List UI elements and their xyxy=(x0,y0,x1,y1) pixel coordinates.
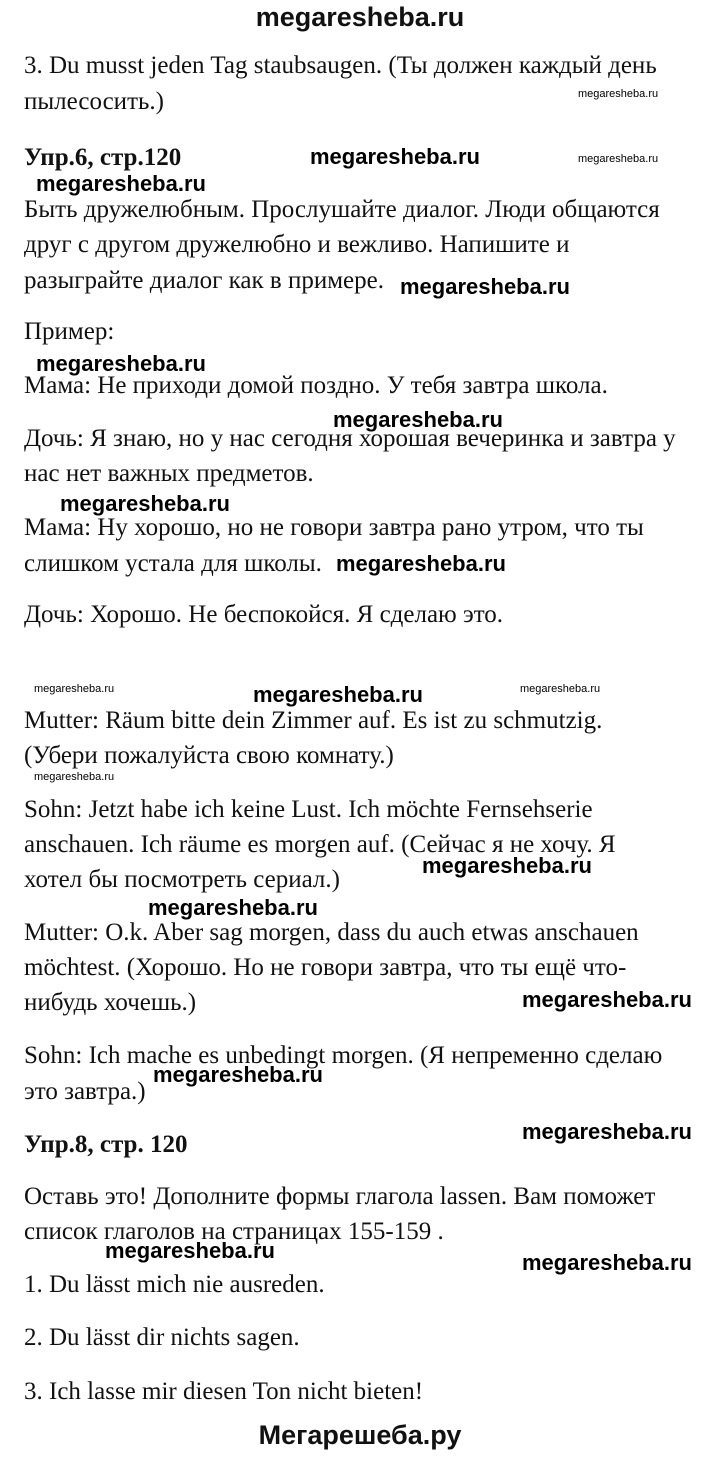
watermark: megaresheba.ru xyxy=(522,1119,692,1144)
watermark: megaresheba.ru xyxy=(422,853,592,878)
watermark: megaresheba.ru xyxy=(522,1250,692,1275)
dialogue-line: слишком устала для школы. xyxy=(24,550,322,577)
dialogue-line: Мама: Ну хорошо, но не говори завтра рано утром, что ты xyxy=(24,514,644,541)
watermark: megaresheba.ru xyxy=(60,491,230,516)
exercise-8-title: Упр.8, стр. 120 xyxy=(24,1131,188,1158)
watermark: megaresheba.ru xyxy=(333,407,503,432)
watermark: megaresheba.ru xyxy=(105,1238,275,1263)
dialogue-line: нас нет важных предметов. xyxy=(24,460,314,487)
dialogue-line: Мама: Не приходи домой поздно. У тебя завтра школа. xyxy=(24,372,608,399)
watermark: megaresheba.ru xyxy=(34,683,115,695)
watermark: megaresheba.ru xyxy=(148,895,318,920)
dialogue-line: хотел бы посмотреть сериал.) xyxy=(24,866,340,893)
watermark: megaresheba.ru xyxy=(36,171,206,196)
task-line: разыграйте диалог как в примере. xyxy=(24,267,384,294)
dialogue-line: Дочь: Я знаю, но у нас сегодня хорошая вечеринка и завтра у xyxy=(24,425,676,452)
task-line: Быть дружелюбным. Прослушайте диалог. Люди общаются xyxy=(24,196,660,223)
answer-line: пылесосить.) xyxy=(24,88,164,115)
dialogue-line: anschauen. Ich räume es morgen auf. (Сейчас я не хочу. Я xyxy=(24,831,616,858)
watermark: megaresheba.ru xyxy=(153,1062,323,1087)
page-footer: Мегарешеба.ру xyxy=(258,1420,462,1450)
dialogue-line: это завтра.) xyxy=(24,1078,146,1105)
watermark: megaresheba.ru xyxy=(578,153,659,165)
watermark: megaresheba.ru xyxy=(36,351,206,376)
watermark: megaresheba.ru xyxy=(336,551,506,576)
dialogue-line: нибудь хочешь.) xyxy=(24,989,197,1016)
dialogue-line: Mutter: O.k. Aber sag morgen, dass du auch etwas anschauen xyxy=(24,919,639,946)
watermark: megaresheba.ru xyxy=(520,683,601,695)
watermark: megaresheba.ru xyxy=(310,144,480,169)
example-label: Пример: xyxy=(24,318,115,345)
task-line: Оставь это! Дополните формы глагола lassen. Вам поможет xyxy=(24,1183,656,1210)
watermark: megaresheba.ru xyxy=(522,987,692,1012)
page-header: megaresheba.ru xyxy=(255,2,465,32)
answer-line: 3. Du musst jeden Tag staubsaugen. (Ты должен каждый день xyxy=(24,52,657,79)
answer-line: 3. Ich lasse mir diesen Ton nicht bieten! xyxy=(24,1378,424,1405)
exercise-6-title: Упр.6, стр.120 xyxy=(24,144,182,171)
dialogue-line: möchtest. (Хорошо. Но не говори завтра, что ты ещё что- xyxy=(24,954,627,981)
dialogue-line: Дочь: Хорошо. Не беспокойся. Я сделаю это. xyxy=(24,601,504,628)
answer-line: 1. Du lässt mich nie ausreden. xyxy=(24,1271,325,1298)
dialogue-line: Sohn: Ich mache es unbedingt morgen. (Я непременно сделаю xyxy=(24,1042,663,1069)
dialogue-line: Sohn: Jetzt habe ich keine Lust. Ich möchte Fernsehserie xyxy=(24,796,593,823)
watermark: megaresheba.ru xyxy=(34,771,115,783)
task-line: список глаголов на страницах 155-159 . xyxy=(24,1218,444,1245)
dialogue-line: Mutter: Räum bitte dein Zimmer auf. Es ist zu schmutzig. xyxy=(24,707,603,734)
watermark: megaresheba.ru xyxy=(400,274,570,299)
watermark: megaresheba.ru xyxy=(253,682,423,707)
watermark: megaresheba.ru xyxy=(578,88,659,100)
answer-line: 2. Du lässt dir nichts sagen. xyxy=(24,1324,300,1351)
task-line: друг с другом дружелюбно и вежливо. Напишите и xyxy=(24,231,570,258)
dialogue-line: (Убери пожалуйста свою комнату.) xyxy=(24,742,394,769)
